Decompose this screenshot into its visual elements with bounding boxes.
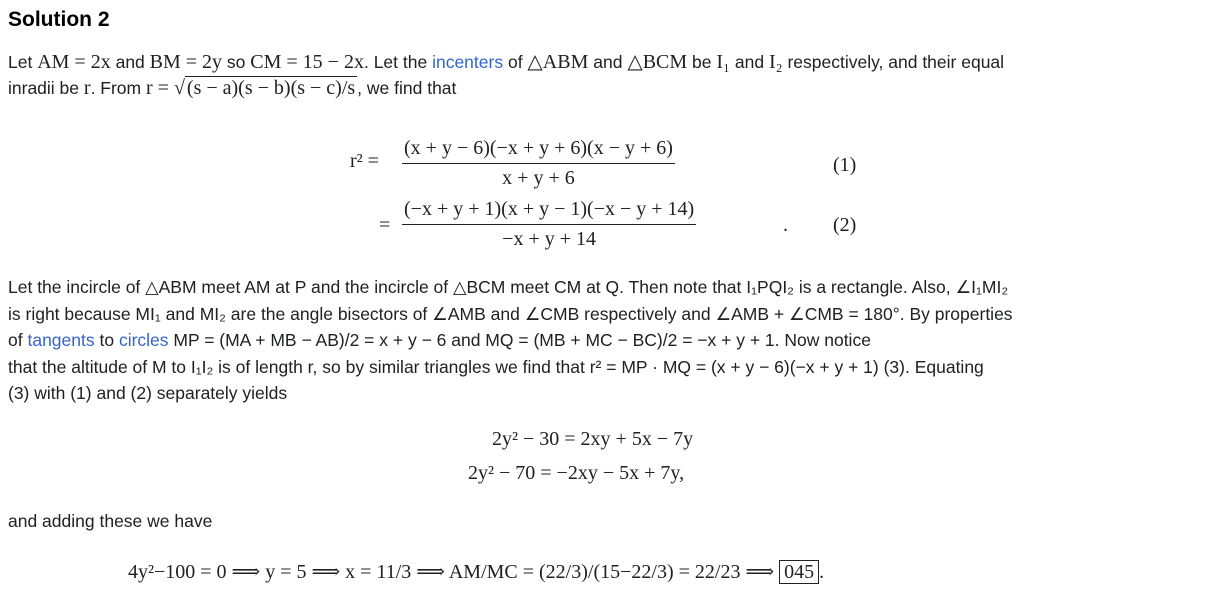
text: to <box>94 330 119 350</box>
text: be <box>687 52 717 72</box>
eq1-lhs: r² = <box>350 150 379 172</box>
math-i2: I₂ <box>768 51 783 73</box>
eq-tag-1: (1) <box>833 154 857 176</box>
text: Let <box>8 52 38 72</box>
eq2-denominator: −x + y + 14 <box>502 228 597 250</box>
eq1-fraction <box>402 137 675 190</box>
intro-paragraph <box>8 49 1203 101</box>
math-sqrt-expr: (s − a)(s − b)(s − c)/s <box>186 77 356 99</box>
rectangle-paragraph <box>8 274 1203 407</box>
text-line-4: that the altitude of M to I₁I₂ is of length r, so by similar triangles we find that r² = MP · MQ = (x + y − 6)(−x + y + 1) (3). Equating <box>8 356 984 377</box>
text: respectively, and their equal <box>782 52 1005 72</box>
eq4-line: 2y² − 70 = −2xy − 5x + 7y, <box>468 462 685 484</box>
text: and <box>588 52 628 72</box>
solution-heading: Solution 2 <box>8 8 110 31</box>
eq2-fraction <box>402 198 696 251</box>
boxed-answer: 045 <box>779 560 819 584</box>
circles-link[interactable]: circles <box>118 330 169 350</box>
text-line-5: (3) with (1) and (2) separately yields <box>8 383 288 403</box>
math-r-eq: r = <box>145 77 174 99</box>
eq2-sign: = <box>379 214 391 236</box>
eq-tag-2: (2) <box>833 214 857 236</box>
eq2-period: . <box>783 214 788 236</box>
text: of <box>8 330 28 350</box>
final-equation <box>128 559 824 584</box>
text: of <box>503 52 528 72</box>
eq3-line: 2y² − 30 = 2xy + 5x − 7y <box>492 428 694 450</box>
final-period: . <box>819 561 825 583</box>
eq1-denominator: x + y + 6 <box>502 167 575 189</box>
math-am-def: AM = 2x <box>37 51 111 73</box>
math-bm-def: BM = 2y <box>149 51 223 73</box>
text: , we find that <box>357 78 457 98</box>
tangents-link[interactable]: tangents <box>27 330 95 350</box>
math-tri-bcm: △BCM <box>627 51 688 73</box>
adding-paragraph: and adding these we have <box>8 511 213 531</box>
math-r: r <box>83 77 91 99</box>
text: . Let the <box>363 52 433 72</box>
math-i1: I₁ <box>716 51 730 73</box>
incenters-link[interactable]: incenters <box>432 52 504 72</box>
sqrt-sign-icon: √ <box>173 77 185 99</box>
eq1-numerator: (x + y − 6)(−x + y + 6)(x − y + 6) <box>402 137 675 164</box>
math-cm-def: CM = 15 − 2x <box>250 51 364 73</box>
math-tri-abm: △ABM <box>527 51 589 73</box>
text: . From <box>90 78 146 98</box>
text: and <box>730 52 769 72</box>
final-chain: 4y²−100 = 0 ⟹ y = 5 ⟹ x = 11/3 ⟹ AM/MC = (22/3)/(15−22/3) = 22/23 ⟹ <box>128 561 775 583</box>
eq2-numerator: (−x + y + 1)(x + y − 1)(−x − y + 14) <box>402 198 696 225</box>
text: MP = (MA + MB − AB)/2 = x + y − 6 and MQ = (MB + MC − BC)/2 = −x + y + 1. Now notice <box>168 330 871 350</box>
text-line-2: is right because MI₁ and MI₂ are the angle bisectors of ∠AMB and ∠CMB respectively and ∠AMB + ∠CMB = 180°. By properties <box>8 303 1013 324</box>
text: and <box>110 52 150 72</box>
text: inradii be <box>8 78 84 98</box>
text: so <box>222 52 251 72</box>
text-line-1: Let the incircle of △ABM meet AM at P and the incircle of △BCM meet CM at Q. Then note that I₁PQI₂ is a rectangle. Also, ∠I₁MI₂ <box>8 277 1009 297</box>
